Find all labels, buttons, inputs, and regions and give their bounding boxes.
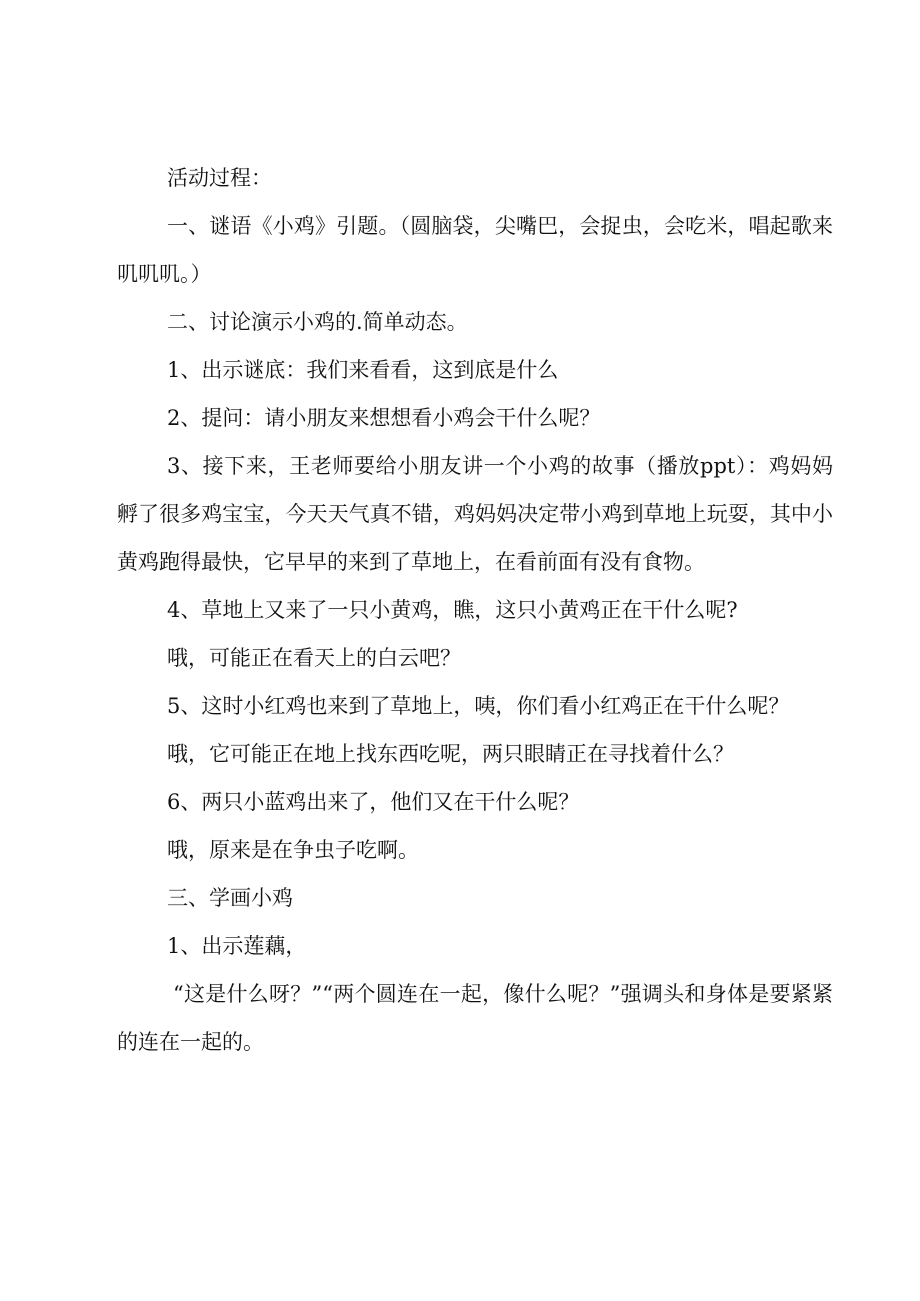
paragraph-step-6: 6、两只小蓝鸡出来了，他们又在干什么呢？ xyxy=(167,790,580,814)
paragraph-step-5-answer: 哦，它可能正在地上找东西吃呢，两只眼睛正在寻找着什么？ xyxy=(167,742,734,766)
paragraph-step-1: 1、出示谜底：我们来看看，这到底是什么 xyxy=(167,358,559,382)
paragraph-drawing-heading: 三、学画小鸡 xyxy=(167,886,293,910)
paragraph-drawing-emphasis: “这是什么呀？”“两个圆连在一起，像什么呢？”强调头和身体是要紧紧的连在一起的。 xyxy=(117,982,833,1054)
paragraph-step-6-answer: 哦，原来是在争虫子吃啊。 xyxy=(167,838,419,862)
paragraph-drawing-step-1: 1、出示莲藕， xyxy=(167,934,307,958)
paragraph-discussion-heading: 二、讨论演示小鸡的.简单动态。 xyxy=(167,310,468,334)
paragraph-step-4: 4、草地上又来了一只小黄鸡，瞧，这只小黄鸡正在干什么呢? xyxy=(167,598,738,622)
section-heading-activity-process: 活动过程： xyxy=(167,166,272,190)
paragraph-step-5: 5、这时小红鸡也来到了草地上，咦，你们看小红鸡正在干什么呢？ xyxy=(167,694,790,718)
paragraph-step-2: 2、提问：请小朋友来想想看小鸡会干什么呢？ xyxy=(167,406,601,430)
paragraph-step-4-answer: 哦，可能正在看天上的白云吧？ xyxy=(167,646,461,670)
paragraph-riddle: 一、谜语《小鸡》引题。（圆脑袋，尖嘴巴，会捉虫，会吃米，唱起歌来叽叽叽。） xyxy=(117,214,833,286)
document-body xyxy=(117,154,833,1066)
paragraph-step-3-story: 3、接下来，王老师要给小朋友讲一个小鸡的故事（播放ppt）：鸡妈妈孵了很多鸡宝宝，今天天气真不错，鸡妈妈决定带小鸡到草地上玩耍，其中小黄鸡跑得最快，它早早的来到了草地上，在看前面有没有食物。 xyxy=(117,454,833,574)
